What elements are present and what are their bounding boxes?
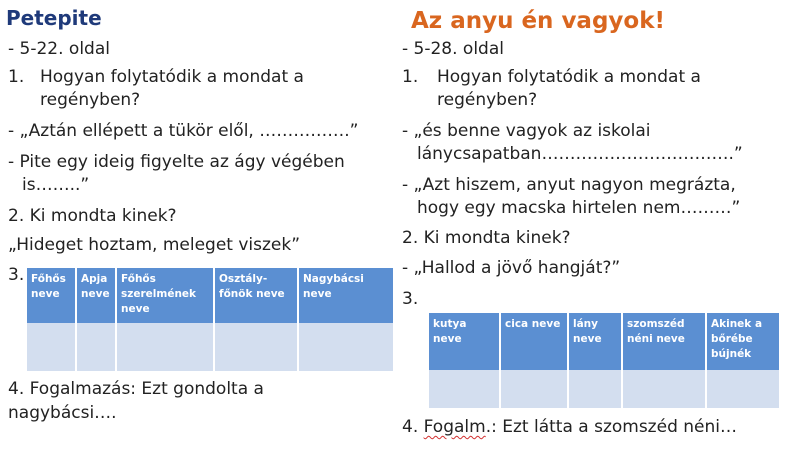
left-quote1: - „Aztán ellépett a tükör elől, …………….”: [8, 121, 359, 141]
left-table-header: Apja neve: [76, 268, 116, 323]
left-q1-number: 1.: [8, 67, 25, 87]
left-pages: - 5-22. oldal: [8, 39, 110, 59]
right-table-header: Akinek a bőrébe bújnék: [706, 313, 779, 370]
left-quote2-line2: is……..”: [22, 175, 90, 195]
right-q4-rest: .: Ezt látta a szomszéd néni…: [485, 417, 737, 437]
right-quote1-line1: - „és benne vagyok az iskolai: [402, 121, 651, 141]
right-quote1-line2: lánycsapatban…………………………….”: [417, 144, 743, 164]
left-quote2-line1: - Pite egy ideig figyelte az ágy végében: [8, 152, 345, 172]
right-title: Az anyu én vagyok!: [411, 8, 665, 34]
left-q1-line2: regényben?: [40, 90, 141, 110]
right-table-cell[interactable]: [706, 370, 779, 408]
right-table-cell[interactable]: [622, 370, 706, 408]
right-table-header: lány neve: [568, 313, 622, 370]
right-q1-number: 1.: [402, 67, 419, 87]
right-q3: 3.: [402, 289, 419, 309]
right-table-cell[interactable]: [429, 370, 500, 408]
right-table-cell[interactable]: [500, 370, 568, 408]
right-q1-line1: Hogyan folytatódik a mondat a: [437, 67, 701, 87]
right-table-header: cica neve: [500, 313, 568, 370]
left-title: Petepite: [6, 6, 102, 30]
right-q4-number: 4.: [402, 417, 424, 437]
left-table-header: Osztály-főnök neve: [214, 268, 298, 323]
right-quote2-line1: - „Azt hiszem, anyut nagyon megrázta,: [402, 175, 736, 195]
left-quote3: „Hideget hoztam, meleget viszek”: [8, 235, 301, 255]
left-q4-line2: nagybácsi….: [8, 403, 117, 423]
left-table-header: Nagybácsi neve: [298, 268, 393, 323]
right-q1-line2: regényben?: [437, 90, 538, 110]
right-quote3: - „Hallod a jövő hangját?”: [402, 258, 621, 278]
left-character-table: [27, 268, 393, 371]
left-table-cell[interactable]: [298, 323, 393, 371]
right-quote2-line2: hogy egy macska hirtelen nem………”: [417, 198, 741, 218]
right-q2: 2. Ki mondta kinek?: [402, 228, 571, 248]
left-q4-line1: 4. Fogalmazás: Ezt gondolta a: [8, 379, 264, 399]
right-q4: [402, 416, 737, 439]
left-table-header: Főhős szerelmének neve: [116, 268, 214, 323]
left-table-cell[interactable]: [27, 323, 76, 371]
left-table-header: Főhős neve: [27, 268, 76, 323]
right-q4-misspelled-word: Fogalm: [423, 417, 486, 437]
right-table-cell[interactable]: [568, 370, 622, 408]
left-table-cell[interactable]: [214, 323, 298, 371]
left-q2: 2. Ki mondta kinek?: [8, 206, 177, 226]
left-table-cell[interactable]: [116, 323, 214, 371]
right-pages: - 5-28. oldal: [402, 39, 504, 59]
left-table-cell[interactable]: [76, 323, 116, 371]
left-q1-line1: Hogyan folytatódik a mondat a: [40, 67, 304, 87]
left-q3: 3.: [8, 265, 25, 285]
right-character-table: [429, 313, 779, 408]
right-table-header: szomszéd néni neve: [622, 313, 706, 370]
right-table-header: kutya neve: [429, 313, 500, 370]
